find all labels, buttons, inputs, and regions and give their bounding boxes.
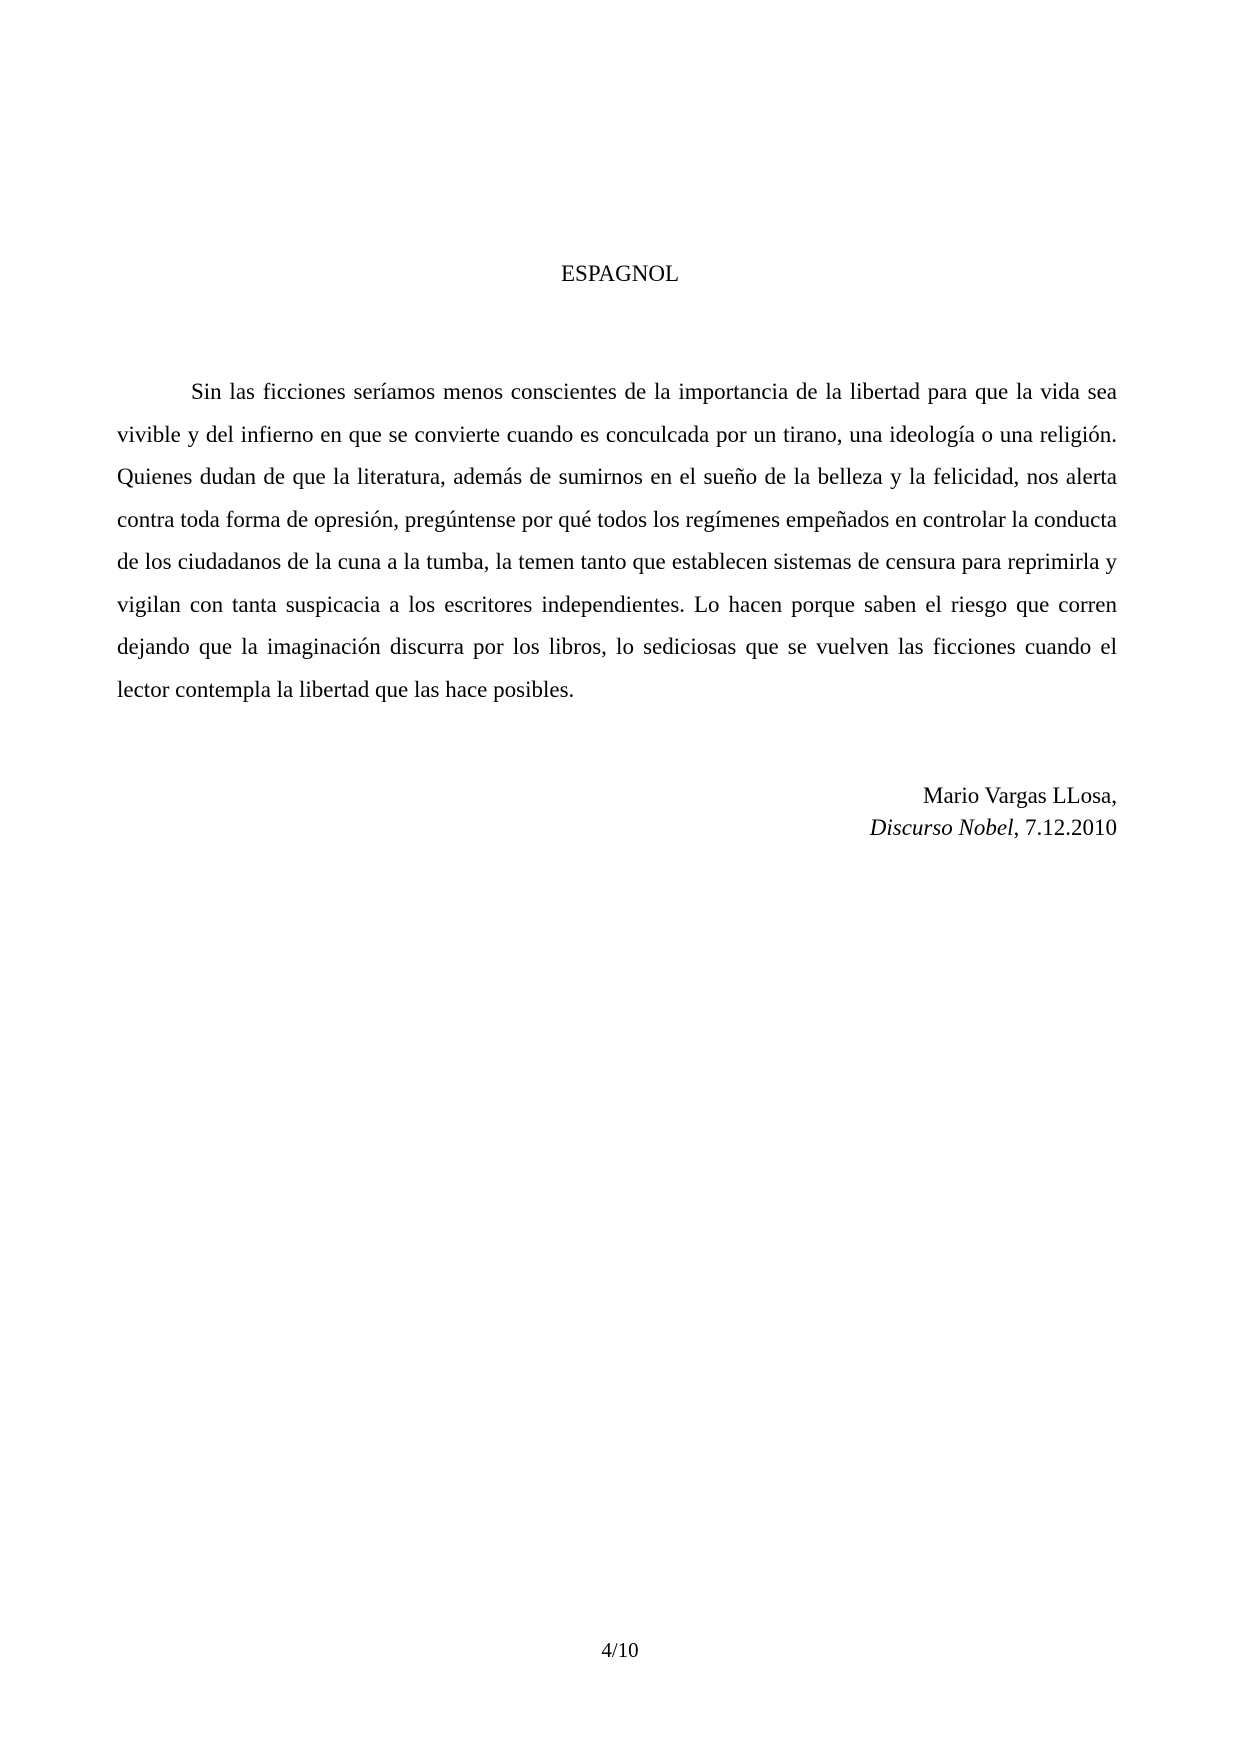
page-number: 4/10 <box>601 1638 639 1662</box>
quote-paragraph: Sin las ficciones seríamos menos conscientes de la importancia de la libertad para que la vida sea vivible y del infierno en que se convierte cuando es conculcada por un tirano, una ideología o una religión. Quienes dudan de que la literatura, además de sumirnos en el sueño de la belleza y la felicidad, nos alerta contra toda forma de opresión, pregúntense por qué todos los regímenes empeñados en controlar la conducta de los ciudadanos de la cuna a la tumba, la temen tanto que establecen sistemas de censura para reprimirla y vigilan con tanta suspicacia a los escritores independientes. Lo hacen porque saben el riesgo que corren dejando que la imaginación discurra por los libros, lo sediciosas que se vuelven las ficciones cuando el lector contempla la libertad que las hace posibles. <box>117 379 1117 702</box>
attribution-source <box>117 812 1117 844</box>
attribution-work-title: Discurso Nobel <box>869 815 1014 840</box>
page-heading: ESPAGNOL <box>560 261 679 286</box>
attribution-date: , 7.12.2010 <box>1013 815 1117 840</box>
attribution-author: Mario Vargas LLosa, <box>923 783 1117 808</box>
